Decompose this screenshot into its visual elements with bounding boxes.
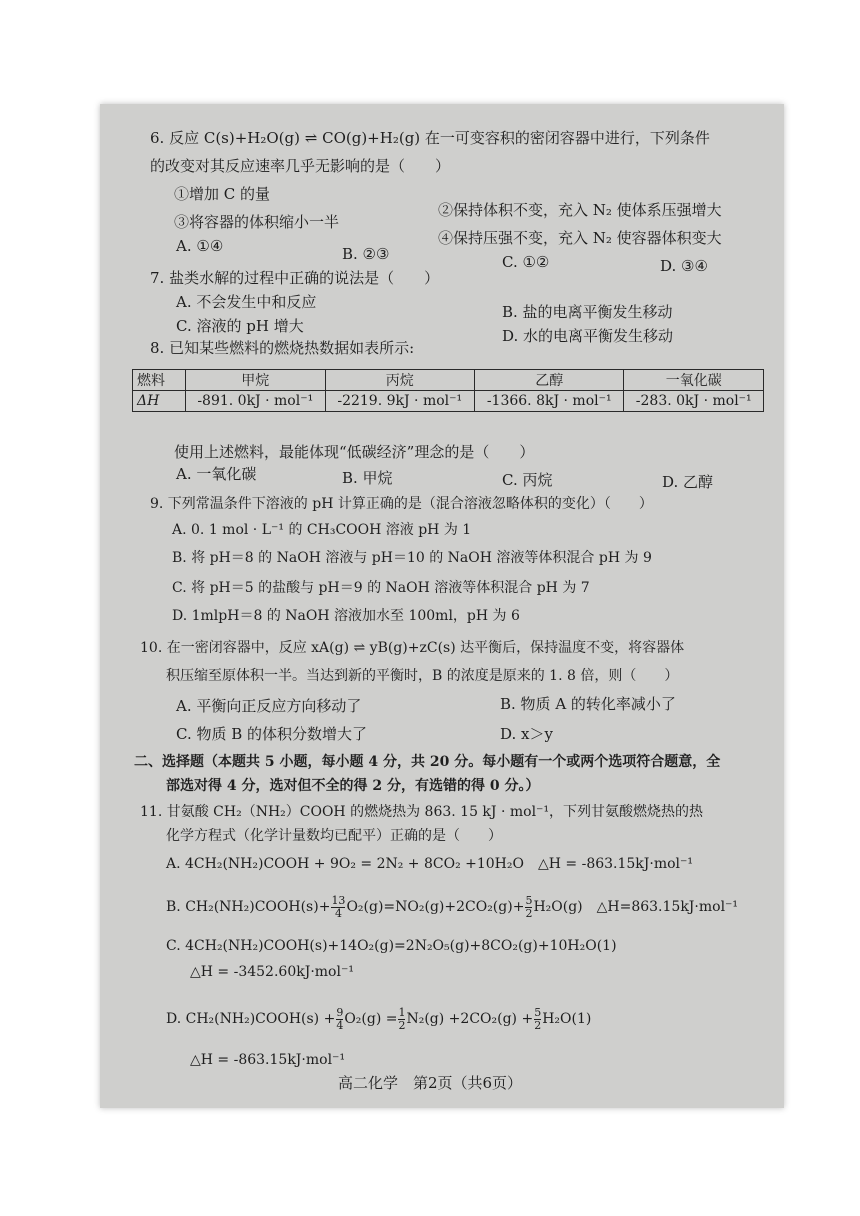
fraction (398, 1007, 405, 1032)
fraction-numerator: 9 (336, 1005, 344, 1019)
q9-option-b: B. 将 pH＝8 的 NaOH 溶液与 pH＝10 的 NaOH 溶液等体积混合 pH 为 9 (172, 550, 652, 566)
table-header-fuel: 燃料 (133, 370, 186, 391)
q11-option-b (166, 892, 738, 922)
q7-option-a: A. 不会发生中和反应 (176, 293, 317, 311)
table-cell-value: -891. 0kJ · mol⁻¹ (186, 391, 326, 412)
q7-option-b: B. 盐的电离平衡发生移动 (502, 303, 673, 321)
table-row (133, 370, 764, 391)
q10-stem-line2: 积压缩至原体积一半。当达到新的平衡时，B 的浓度是原来的 1. 8 倍，则（ ） (166, 668, 679, 684)
q11-option-b-text: B. CH₂(NH₂)COOH(s)+ (166, 899, 331, 915)
q6-condition-4: ④保持压强不变，充入 N₂ 使容器体积变大 (438, 229, 722, 247)
q8-question: 使用上述燃料，最能体现“低碳经济”理念的是（ ） (174, 443, 535, 461)
q6-condition-1: ①增加 C 的量 (174, 185, 271, 203)
q6-option-c: C. ①② (502, 253, 550, 271)
q8-stem: 8. 已知某些燃料的燃烧热数据如表所示: (150, 339, 415, 357)
q8-option-d: D. 乙醇 (662, 473, 714, 491)
q6-stem-line1: 6. 反应 C(s)+H₂O(g) ⇌ CO(g)+H₂(g) 在一可变容积的密闭容器中进行，下列条件 (150, 129, 710, 147)
fraction (336, 1007, 343, 1032)
section2-heading-line1: 二、选择题（本题共 5 小题，每小题 4 分，共 20 分。每小题有一个或两个选项符合题意，全 (134, 754, 721, 770)
q11-option-c: C. 4CH₂(NH₂)COOH(s)+14O₂(g)=2N₂O₅(g)+8CO₂(g)+10H₂O(1) (166, 938, 617, 954)
q10-option-c: C. 物质 B 的体积分数增大了 (176, 725, 368, 743)
table-row (133, 391, 764, 412)
q10-option-b: B. 物质 A 的转化率减小了 (500, 695, 676, 713)
q7-option-d: D. 水的电离平衡发生移动 (502, 327, 674, 345)
fraction-numerator: 5 (534, 1005, 542, 1019)
q8-option-b: B. 甲烷 (342, 469, 393, 487)
table-header-dh: ΔH (133, 391, 186, 412)
table-cell-fuel: 丙烷 (325, 370, 474, 391)
q8-option-c: C. 丙烷 (502, 471, 553, 489)
table-cell-fuel: 乙醇 (474, 370, 623, 391)
table-cell-value: -1366. 8kJ · mol⁻¹ (474, 391, 623, 412)
fraction-numerator: 5 (525, 893, 533, 907)
q11-option-d-text: D. CH₂(NH₂)COOH(s) + (166, 1011, 336, 1027)
q7-option-c: C. 溶液的 pH 增大 (176, 317, 304, 335)
q11-option-d-text: H₂O(1) (542, 1011, 592, 1027)
q11-option-d-text: O₂(g) = (344, 1011, 398, 1027)
q9-option-a: A. 0. 1 mol · L⁻¹ 的 CH₃COOH 溶液 pH 为 1 (172, 522, 472, 538)
fraction-numerator: 1 (398, 1005, 406, 1019)
q9-option-d: D. 1mlpH＝8 的 NaOH 溶液加水至 100ml，pH 为 6 (172, 608, 520, 624)
fraction-denominator: 4 (336, 1018, 344, 1032)
q10-option-a: A. 平衡向正反应方向移动了 (176, 697, 362, 715)
q11-option-b-text: H₂O(g) △H=863.15kJ·mol⁻¹ (533, 899, 739, 915)
q11-option-d-enthalpy: △H = -863.15kJ·mol⁻¹ (190, 1052, 346, 1068)
q11-stem-line2: 化学方程式（化学计量数均已配平）正确的是（ ） (166, 828, 502, 844)
q10-stem-line1: 10. 在一密闭容器中，反应 xA(g) ⇌ yB(g)+zC(s) 达平衡后，保持温度不变，将容器体 (140, 640, 685, 656)
q6-option-a: A. ①④ (176, 237, 224, 255)
q11-option-b-text: O₂(g)=NO₂(g)+2CO₂(g)+ (346, 899, 525, 915)
q7-stem: 7. 盐类水解的过程中正确的说法是（ ） (150, 269, 440, 287)
q9-stem: 9. 下列常温条件下溶液的 pH 计算正确的是（混合溶液忽略体积的变化）（ ） (150, 496, 653, 512)
q10-option-d: D. x＞y (500, 725, 553, 743)
q6-condition-3: ③将容器的体积缩小一半 (174, 213, 340, 231)
fraction-denominator: 2 (525, 906, 533, 920)
fuel-heat-table (132, 369, 764, 412)
fraction (331, 895, 345, 920)
q8-option-a: A. 一氧化碳 (176, 465, 257, 483)
fraction-numerator: 13 (331, 893, 346, 907)
q9-option-c: C. 将 pH＝5 的盐酸与 pH＝9 的 NaOH 溶液等体积混合 pH 为 7 (172, 580, 590, 596)
fraction (525, 895, 532, 920)
table-cell-value: -283. 0kJ · mol⁻¹ (624, 391, 764, 412)
page-footer: 高二化学 第2页（共6页） (337, 1074, 523, 1092)
fraction-denominator: 2 (534, 1018, 542, 1032)
q11-option-a: A. 4CH₂(NH₂)COOH + 9O₂ = 2N₂ + 8CO₂ +10H₂O △H = -863.15kJ·mol⁻¹ (166, 856, 694, 872)
q11-stem-line1: 11. 甘氨酸 CH₂（NH₂）COOH 的燃烧热为 863. 15 kJ · mol⁻¹，下列甘氨酸燃烧热的热 (140, 804, 704, 820)
q11-option-d-text: N₂(g) +2CO₂(g) + (406, 1011, 534, 1027)
q6-condition-2: ②保持体积不变，充入 N₂ 使体系压强增大 (438, 201, 722, 219)
fraction (534, 1007, 541, 1032)
q6-option-d: D. ③④ (660, 257, 708, 275)
q11-option-d (166, 1004, 591, 1034)
table-cell-fuel: 一氧化碳 (624, 370, 764, 391)
table-cell-value: -2219. 9kJ · mol⁻¹ (325, 391, 474, 412)
table-cell-fuel: 甲烷 (186, 370, 326, 391)
section2-heading-line2: 部选对得 4 分，选对但不全的得 2 分，有选错的得 0 分。） (166, 778, 540, 794)
q6-option-b: B. ②③ (342, 245, 390, 263)
q6-stem-line2: 的改变对其反应速率几乎无影响的是（ ） (150, 157, 451, 175)
q11-option-c-enthalpy: △H = -3452.60kJ·mol⁻¹ (190, 964, 354, 980)
fraction-denominator: 4 (331, 907, 345, 920)
fraction-denominator: 2 (398, 1018, 406, 1032)
